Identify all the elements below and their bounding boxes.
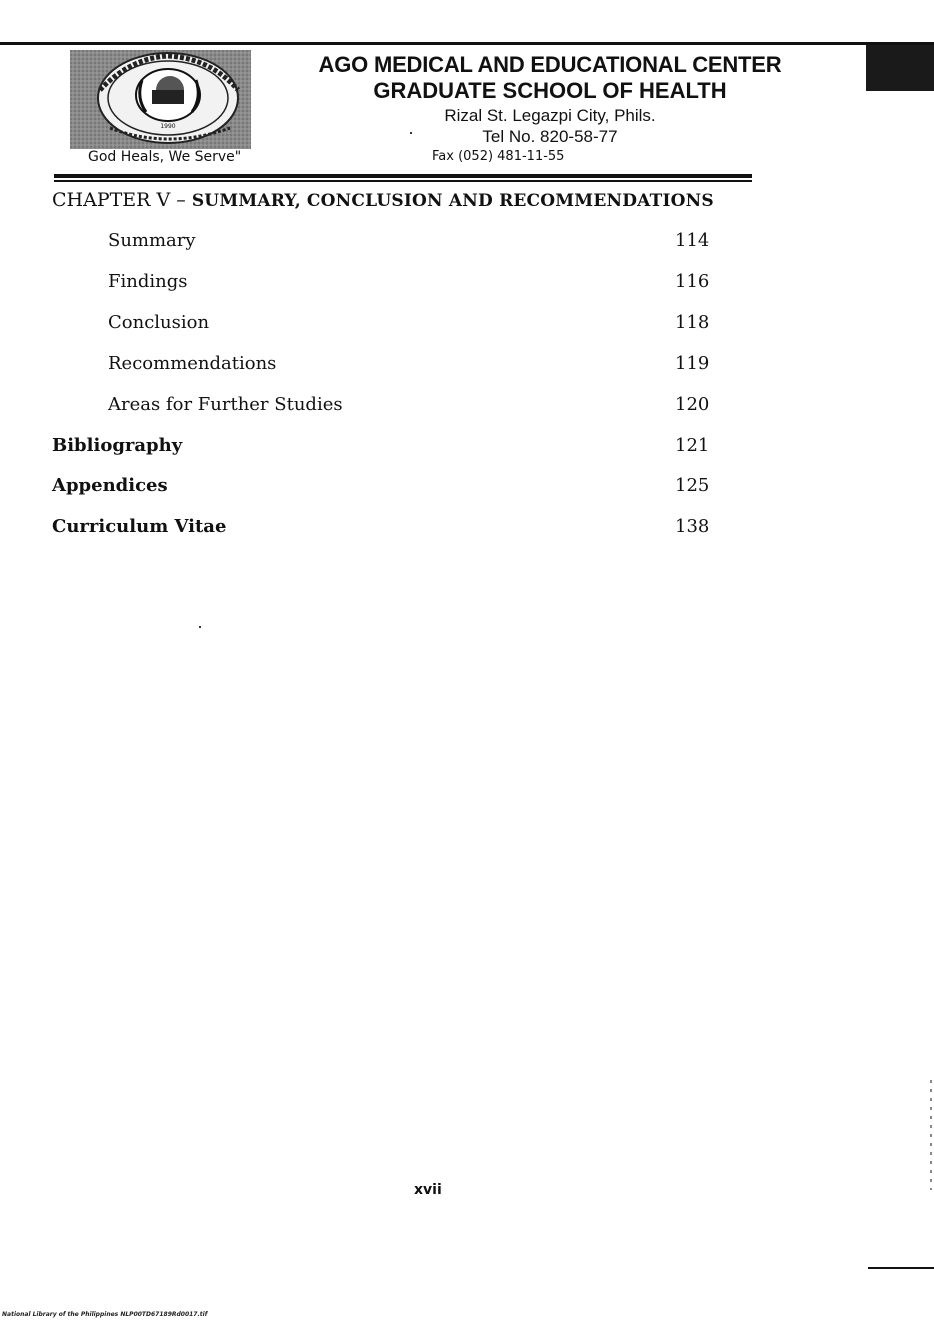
toc-entry-further-studies (0, 394, 934, 420)
toc-entry-recommendations (0, 353, 934, 379)
toc-entry-bibliography (0, 435, 934, 461)
toc-entry-label: Conclusion (108, 312, 210, 333)
scan-speck (410, 132, 412, 134)
toc-entry-page: 120 (675, 394, 710, 415)
toc-entry-summary (0, 230, 934, 256)
archive-footer: National Library of the Philippines NLP00TD67189Rd0017.tif (2, 1311, 208, 1318)
toc-entry-label: Curriculum Vitae (52, 516, 227, 537)
header-divider-thick (54, 174, 752, 178)
telephone: Tel No. 820-58-77 (482, 127, 618, 146)
toc-entry-label: Recommendations (108, 353, 277, 374)
scan-speck (199, 626, 201, 628)
toc-entry-curriculum-vitae (0, 516, 934, 542)
toc-entry-appendices (0, 475, 934, 501)
scan-edge-dots (930, 1080, 932, 1190)
bottom-edge-line (868, 1267, 934, 1269)
chapter-title: SUMMARY, CONCLUSION AND RECOMMENDATIONS (191, 191, 714, 211)
motto: God Heals, We Serve" (88, 149, 242, 165)
org-name: AGO MEDICAL AND EDUCATIONAL CENTER (318, 52, 782, 77)
svg-text:1990: 1990 (160, 123, 176, 130)
toc-entry-page: 121 (675, 435, 710, 456)
toc-entry-page: 138 (675, 516, 710, 537)
fax: Fax (052) 481-11-55 (432, 149, 565, 164)
toc-entry-page: 114 (675, 230, 710, 251)
toc-entry-findings (0, 271, 934, 297)
top-border-line (0, 42, 934, 45)
scan-edge-mark (866, 45, 934, 91)
toc-entry-label: Summary (108, 230, 196, 251)
toc-entry-label: Appendices (52, 475, 168, 496)
address: Rizal St. Legazpi City, Phils. (444, 106, 656, 125)
page-number: xvii (414, 1182, 442, 1198)
school-seal-icon (70, 50, 251, 149)
toc-entry-page: 125 (675, 475, 710, 496)
toc-entry-page: 116 (675, 271, 710, 292)
toc-entry-page: 119 (675, 353, 710, 374)
toc-entry-label: Areas for Further Studies (108, 394, 343, 415)
header-divider-thin (54, 180, 752, 182)
toc-entry-label: Bibliography (52, 435, 183, 456)
toc-entry-label: Findings (108, 271, 188, 292)
chapter-heading (52, 189, 714, 211)
chapter-prefix: CHAPTER V – (52, 189, 192, 211)
school-name: GRADUATE SCHOOL OF HEALTH (373, 78, 727, 103)
letterhead (300, 52, 800, 147)
toc-entry-conclusion (0, 312, 934, 338)
toc-entry-page: 118 (675, 312, 710, 333)
